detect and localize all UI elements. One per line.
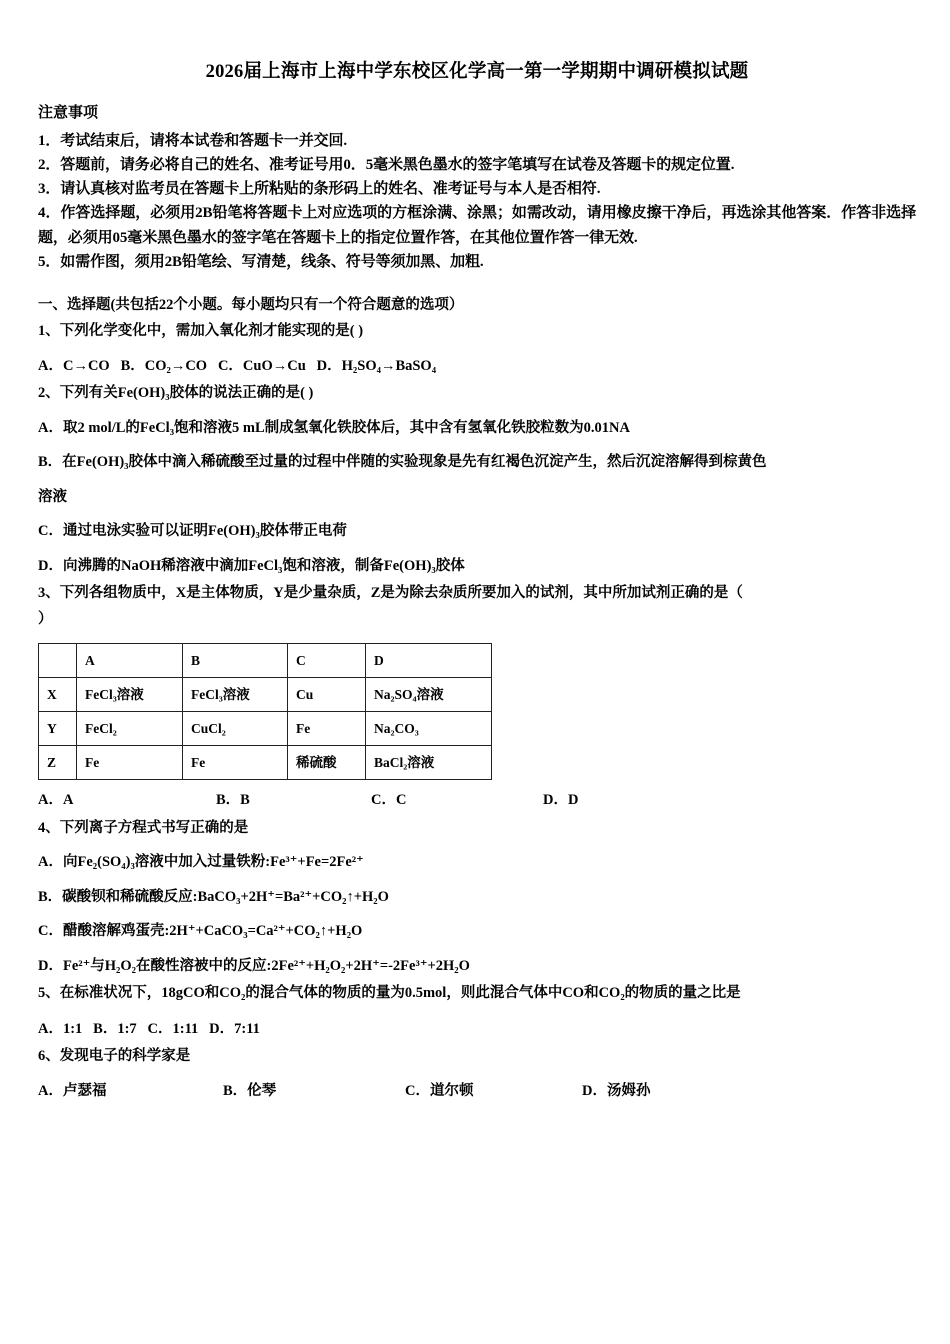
substances-table [38, 643, 492, 780]
table-row [39, 678, 492, 712]
question-3-options [38, 789, 916, 812]
question-3-option-c[interactable]: C．C [371, 792, 407, 809]
question-3-stem-continued: ） [38, 610, 53, 627]
table-cell-z-a: Fe [77, 746, 183, 780]
question-2-stem: 2、下列有关Fe(OH)₃胶体的说法正确的是( ) [38, 385, 314, 402]
table-cell-x-d: Na₂SO₄溶液 [366, 678, 492, 712]
question-1-stem: 1、下列化学变化中，需加入氧化剂才能实现的是( ) [38, 322, 364, 339]
question-2-option-b-continued: 溶液 [38, 488, 67, 505]
table-row-label-x: X [39, 678, 77, 712]
question-3-option-b[interactable]: B．B [216, 792, 250, 809]
table-cell-z-c: 稀硫酸 [288, 746, 366, 780]
question-6-option-c[interactable]: C．道尔顿 [405, 1082, 474, 1099]
question-2-option-b[interactable]: B．在Fe(OH)₃胶体中滴入稀硫酸至过量的过程中伴随的实验现象是先有红褐色沉淀产生，然后沉淀溶解得到棕黄色 [38, 454, 767, 471]
question-4-option-d[interactable]: D．Fe²⁺与H₂O₂在酸性溶被中的反应:2Fe²⁺+H₂O₂+2H⁺=-2Fe³⁺+2H₂O [38, 957, 470, 974]
table-header-a: A [77, 644, 183, 678]
page-content [38, 60, 916, 1103]
notice-item-3: 3．请认真核对监考员在答题卡上所粘贴的条形码上的姓名、准考证号与本人是否相符. [38, 181, 601, 198]
table-cell-y-c: Fe [288, 712, 366, 746]
question-5-stem: 5、在标准状况下，18gCO和CO₂的混合气体的物质的量为0.5mol，则此混合气体中CO和CO₂的物质的量之比是 [38, 985, 741, 1002]
notice-item-5: 5．如需作图，须用2B铅笔绘、写清楚，线条、符号等须加黑、加粗. [38, 254, 484, 271]
question-3-option-d[interactable]: D．D [543, 792, 579, 809]
question-3-stem: 3、下列各组物质中，X是主体物质，Y是少量杂质，Z是为除去杂质所要加入的试剂，其中所加试剂正确的是（ [38, 585, 743, 602]
table-cell-y-d: Na₂CO₃ [366, 712, 492, 746]
question-6-option-d[interactable]: D．汤姆孙 [582, 1082, 651, 1099]
question-3-option-a[interactable]: A．A [38, 792, 74, 809]
table-cell-y-b: CuCl₂ [183, 712, 288, 746]
question-4-option-c[interactable]: C．醋酸溶解鸡蛋壳:2H⁺+CaCO₃=Ca²⁺+CO₂↑+H₂O [38, 923, 363, 940]
question-6-options [38, 1080, 916, 1103]
table-cell-z-d: BaCl₂溶液 [366, 746, 492, 780]
question-1-options[interactable]: A．C→CO B．CO₂→CO C．CuO→Cu D．H₂SO₄→BaSO₄ [38, 358, 437, 374]
question-2-option-a[interactable]: A．取2 mol/L的FeCl₃饱和溶液5 mL制成氢氧化铁胶体后，其中含有氢氧化铁胶粒数为0.01NA [38, 419, 630, 436]
table-row-label-z: Z [39, 746, 77, 780]
notice-item-1: 1．考试结束后，请将本试卷和答题卡一并交回. [38, 132, 348, 149]
question-5-options[interactable]: A．1:1 B．1:7 C．1:11 D．7:11 [38, 1020, 260, 1037]
question-2-option-d[interactable]: D．向沸腾的NaOH稀溶液中滴加FeCl₃饱和溶液，制备Fe(OH)₃胶体 [38, 557, 465, 574]
table-cell-y-a: FeCl₂ [77, 712, 183, 746]
table-header-b: B [183, 644, 288, 678]
table-row-label-y: Y [39, 712, 77, 746]
question-6-option-b[interactable]: B．伦琴 [223, 1082, 277, 1099]
table-row [39, 712, 492, 746]
notice-section [38, 102, 916, 274]
notice-heading: 注意事项 [38, 105, 99, 122]
page-title: 2026届上海市上海中学东校区化学高一第一学期期中调研模拟试题 [205, 62, 749, 82]
table-header-c: C [288, 644, 366, 678]
notice-item-2: 2．答题前，请务必将自己的姓名、准考证号用0．5毫米黑色墨水的签字笔填写在试卷及答题卡的规定位置. [38, 156, 735, 173]
table-cell-x-a: FeCl₃溶液 [77, 678, 183, 712]
table-cell-x-c: Cu [288, 678, 366, 712]
table-header-d: D [366, 644, 492, 678]
question-2-option-c[interactable]: C．通过电泳实验可以证明Fe(OH)₃胶体带正电荷 [38, 523, 347, 540]
question-4-option-b[interactable]: B．碳酸钡和稀硫酸反应:BaCO₃+2H⁺=Ba²⁺+CO₂↑+H₂O [38, 888, 389, 905]
table-header-row [39, 644, 492, 678]
question-6-option-a[interactable]: A．卢瑟福 [38, 1082, 107, 1099]
table-cell-z-b: Fe [183, 746, 288, 780]
question-4-stem: 4、下列离子方程式书写正确的是 [38, 819, 249, 836]
question-4-option-a[interactable]: A．向Fe₂(SO₄)₃溶液中加入过量铁粉:Fe³⁺+Fe=2Fe²⁺ [38, 854, 364, 871]
section-heading-multiple-choice: 一、选择题(共包括22个小题。每小题均只有一个符合题意的选项） [38, 297, 464, 314]
table-row [39, 746, 492, 780]
notice-item-4: 4．作答选择题，必须用2B铅笔将答题卡上对应选项的方框涂满、涂黑；如需改动，请用橡皮擦干净后，再选涂其他答案．作答非选择题，必须用05毫米黑色墨水的签字笔在答题卡上的指定位置作答，在其他位置作答一律无效. [38, 205, 916, 246]
question-6-stem: 6、发现电子的科学家是 [38, 1048, 191, 1065]
table-cell-x-b: FeCl₃溶液 [183, 678, 288, 712]
table-header-corner [39, 644, 77, 678]
